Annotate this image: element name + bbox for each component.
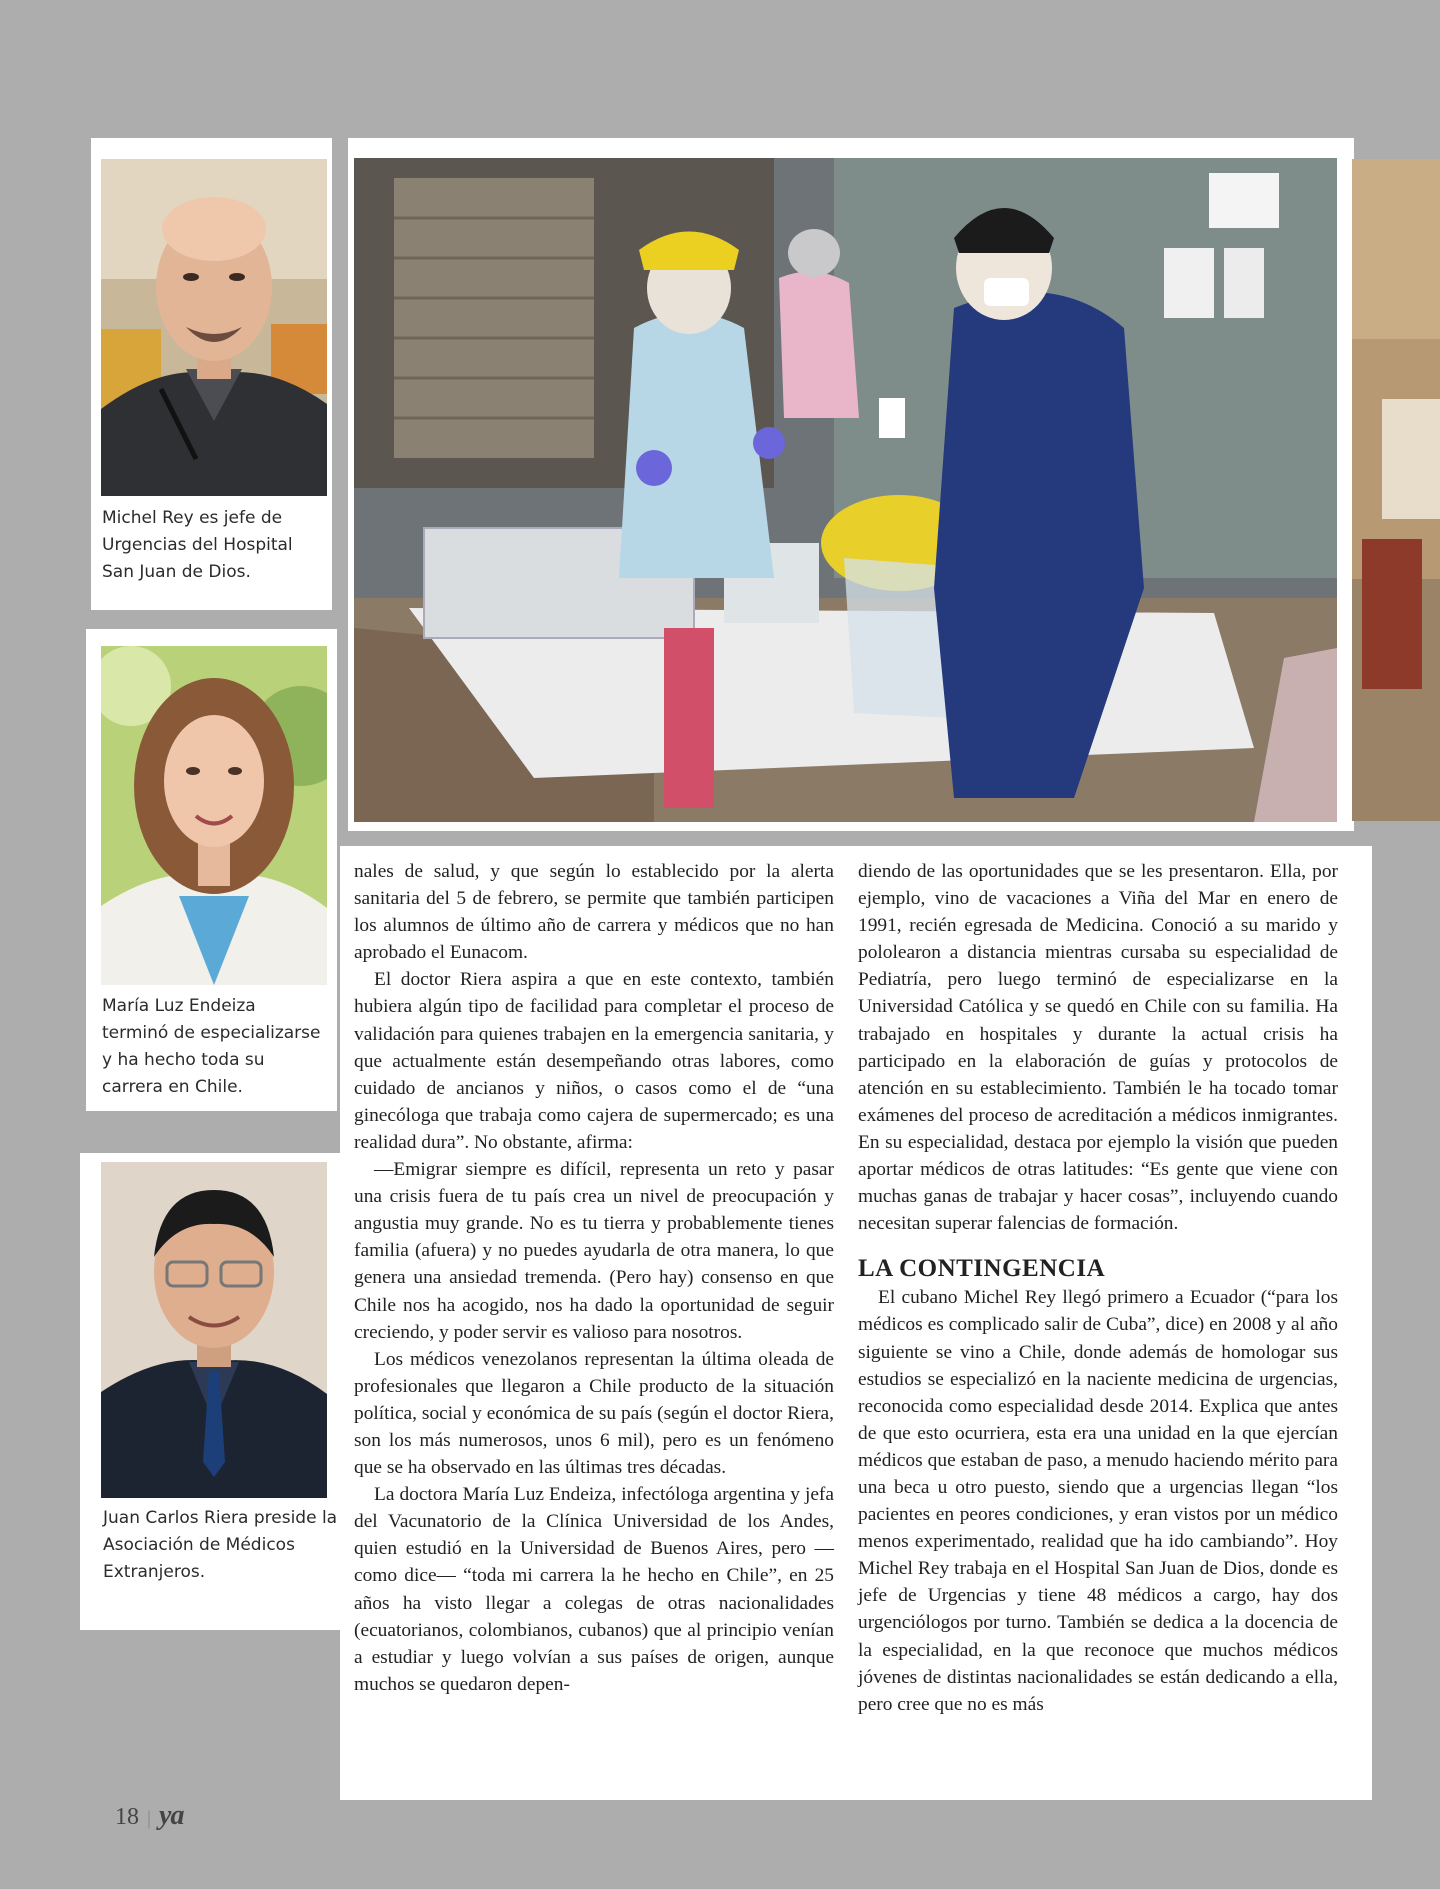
article-column-1 [354,858,834,1698]
portrait-card-endeiza [86,629,337,1111]
section-heading: LA CONTINGENCIA [858,1255,1106,1283]
article-column-2 [858,858,1338,1718]
portrait-card-riera [80,1153,341,1630]
paragraph: diendo de las oportunidades que se les presentaron. Ella, por ejemplo, vino de vacaciones a Viña del Mar en enero de 1991, recién egresada de Medicina. Conoció a su marido y pololearon a distancia mientras cursaba su especialidad de Pediatría, pero luego terminó de especializarse en la Universidad Católica y se quedó en Chile con su familia. Ha trabajado en hospitales y durante la actual crisis ha participado en la elaboración de guías y protocolos de atención en su establecimiento. También le ha tocado tomar exámenes del proceso de acreditación a médicos inmigrantes. En su especialidad, destaca por ejemplo la visión que pueden aportar médicos de otras latitudes: “Es gente que viene con muchas ganas de trabajar y hacer cosas”, incluyendo cuando necesitan superar falencias de formación. [858,861,1338,1235]
portrait-photo-riera [101,1162,327,1498]
page-folio [115,1800,183,1832]
caption-riera: Juan Carlos Riera preside la Asociación de Médicos Extranjeros. [103,1508,338,1582]
caption-rey: Michel Rey es jefe de Urgencias del Hospital San Juan de Dios. [102,508,293,582]
caption-endeiza: María Luz Endeiza terminó de especializarse y ha hecho toda su carrera en Chile. [102,996,321,1097]
main-photo [354,158,1337,822]
portrait-photo-endeiza [101,646,327,985]
main-photo-card [348,138,1354,831]
paragraph: El cubano Michel Rey llegó primero a Ecuador (“para los médicos es complicado salir de Cuba”, dice) en 2008 y al año siguiente se vino a Chile, donde además de homologar sus estudios se especializó en la naciente medicina de urgencias, reconocida como especialidad desde 2014. Explica que antes de que esto ocurriera, esta era una unidad en la que ejercían médicos que estaban de paso, a menudo haciendo mérito para una beca u otro puesto, siendo que a urgencias llegan “los pacientes en peores condiciones, y eran vistos por un médico menos experimentado, realidad que ha ido cambiando”. Hoy Michel Rey trabaja en el Hospital San Juan de Dios, donde es jefe de Urgencias y tiene 48 médicos a cargo, hay dos urgenciólogos por turno. También se dedica a la docencia de la especialidad, en la que reconoce que muchos médicos jóvenes de distintas nacionalidades se están dedicando a ella, pero cree que no es más [858,1287,1338,1715]
paragraph: El doctor Riera aspira a que en este contexto, también hubiera algún tipo de facilidad para completar el proceso de validación para quienes trabajen en la emergencia sanitaria, y que actualmente están desempeñando otras labores, como cuidado de ancianos y niños, o casos como el de “una ginecóloga que trabaja como cajera de supermercado; es una realidad dura”. No obstante, afirma: [354,969,834,1153]
paragraph: —Emigrar siempre es difícil, representa un reto y pasar una crisis fuera de tu país crea un nivel de preocupación y angustia muy grande. No es tu tierra y probablemente tienes familia (afuera) y no puedes ayudarla de otra manera, lo que genera una ansiedad tremenda. (Pero hay) consenso en que Chile nos ha acogido, nos ha dado la oportunidad de seguir creciendo, y poder servir es valioso para nosotros. [354,1159,834,1343]
paragraph: La doctora María Luz Endeiza, infectóloga argentina y jefa del Vacunatorio de la Clínica Universidad de los Andes, quien estudió en la Universidad de Buenos Aires, pero —como dice— “toda mi carrera la he hecho en Chile”, en 25 años ha visto llegar a colegas de otras nacionalidades (ecuatorianos, colombianos, cubanos) que al principio venían a estudiar y luego volvían a sus países de origen, aunque muchos se quedaron depen- [354,1484,834,1695]
article-text-block [340,846,1372,1800]
adjacent-photo-strip [1352,159,1440,821]
portrait-card-rey [91,138,332,610]
paragraph: Los médicos venezolanos representan la última oleada de profesionales que llegaron a Chile producto de la situación política, social y económica de su país (según el doctor Riera, son los más numerosos, unos 6 mil), pero es un fenómeno que se ha observado en las últimas tres décadas. [354,1348,834,1479]
paragraph: nales de salud, y que según lo establecido por la alerta sanitaria del 5 de febrero, se permite que también participen los alumnos de último año de carrera y médicos que no han aprobado el Eunacom. [354,861,834,964]
folio-separator: | [147,1807,152,1829]
page-number: 18 [115,1804,139,1830]
portrait-photo-rey [101,159,327,496]
magazine-logo: ya [159,1800,184,1831]
